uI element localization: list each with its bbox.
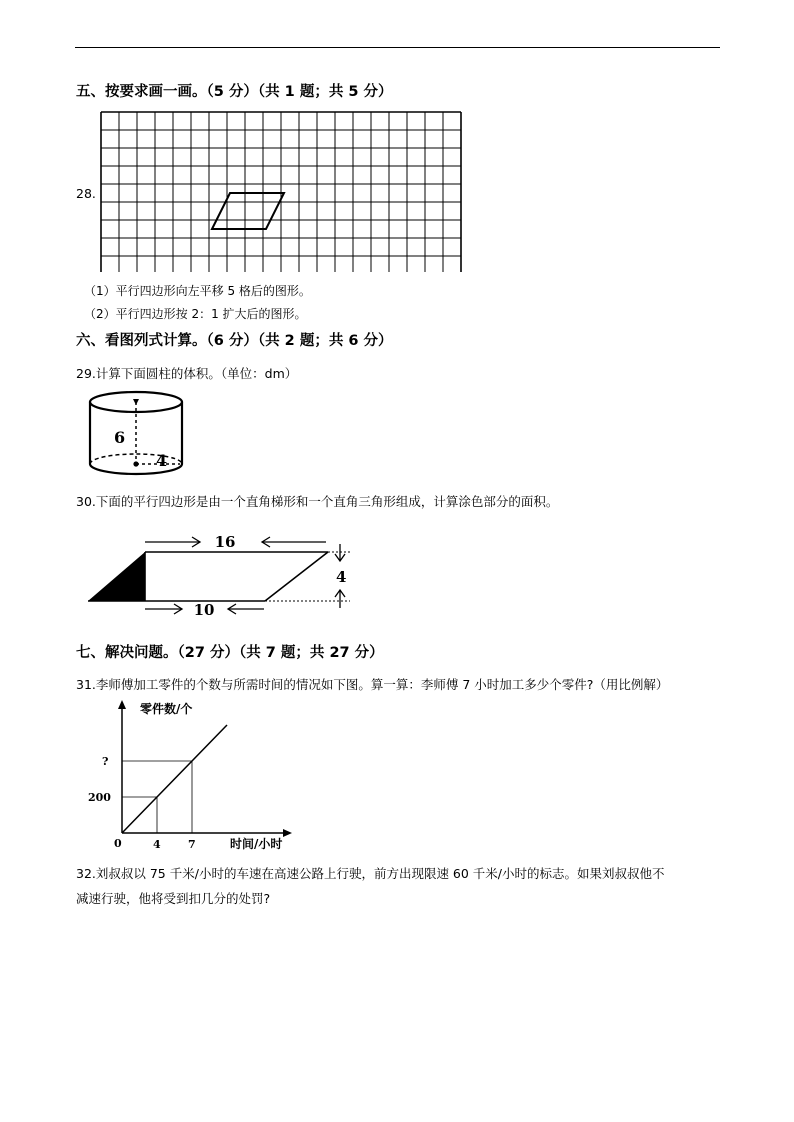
- x-axis-label: 时间/小时: [230, 837, 283, 851]
- x-axis-arrow: [283, 829, 292, 837]
- top-arrow-marker: [133, 399, 139, 405]
- question-30-text: 30.下面的平行四边形是由一个直角梯形和一个直角三角形组成，计算涂色部分的面积。: [76, 494, 559, 509]
- shaded-triangle: [88, 552, 145, 601]
- bottom-length-label: 10: [193, 601, 215, 619]
- question-32-line-1: 32.刘叔叔以 75 千米/小时的车速在高速公路上行驶，前方出现限速 60 千米/小时的标志。如果刘叔叔他不: [76, 866, 665, 881]
- y-tick-200: 200: [88, 791, 111, 804]
- header-rule: [75, 47, 720, 48]
- question-28-number: 28.: [76, 186, 96, 201]
- question-28-task-2: （2）平行四边形按 2：1 扩大后的图形。: [84, 307, 307, 321]
- slanted-edge: [265, 552, 328, 601]
- question-32-line-2: 减速行驶，他将受到扣几分的处罚?: [76, 891, 271, 906]
- drawing-grid: [100, 110, 462, 272]
- cylinder-figure: [84, 388, 196, 480]
- height-label: 6: [114, 428, 126, 447]
- question-29-text: 29.计算下面圆柱的体积。（单位：dm）: [76, 366, 298, 381]
- y-axis-label: 零件数/个: [140, 702, 193, 716]
- height-length-label: 4: [336, 568, 347, 586]
- parallelogram-figure: [82, 524, 362, 626]
- parts-time-chart: [84, 697, 304, 857]
- top-dimension-arrows: [145, 537, 326, 547]
- x-tick-4: 4: [153, 838, 161, 851]
- y-tick-unknown: ?: [102, 755, 109, 768]
- question-28-task-1: （1）平行四边形向左平移 5 格后的图形。: [84, 284, 311, 298]
- section-6-title: 六、看图列式计算。（6 分）（共 2 题；共 6 分）: [76, 333, 393, 349]
- parallelogram-shape: [212, 193, 284, 229]
- center-dot: [133, 461, 138, 466]
- radius-label: 4: [156, 451, 168, 470]
- section-5-title: 五、按要求画一画。（5 分）（共 1 题；共 5 分）: [76, 84, 393, 100]
- top-length-label: 16: [214, 533, 236, 551]
- section-7-title: 七、解决问题。（27 分）（共 7 题；共 27 分）: [76, 645, 384, 661]
- proportion-line: [122, 725, 227, 833]
- origin-label: 0: [114, 837, 122, 850]
- y-axis-arrow: [118, 700, 126, 709]
- question-31-text: 31.李师傅加工零件的个数与所需时间的情况如下图。算一算：李师傅 7 小时加工多少个零件?（用比例解）: [76, 677, 669, 692]
- x-tick-7: 7: [188, 838, 196, 851]
